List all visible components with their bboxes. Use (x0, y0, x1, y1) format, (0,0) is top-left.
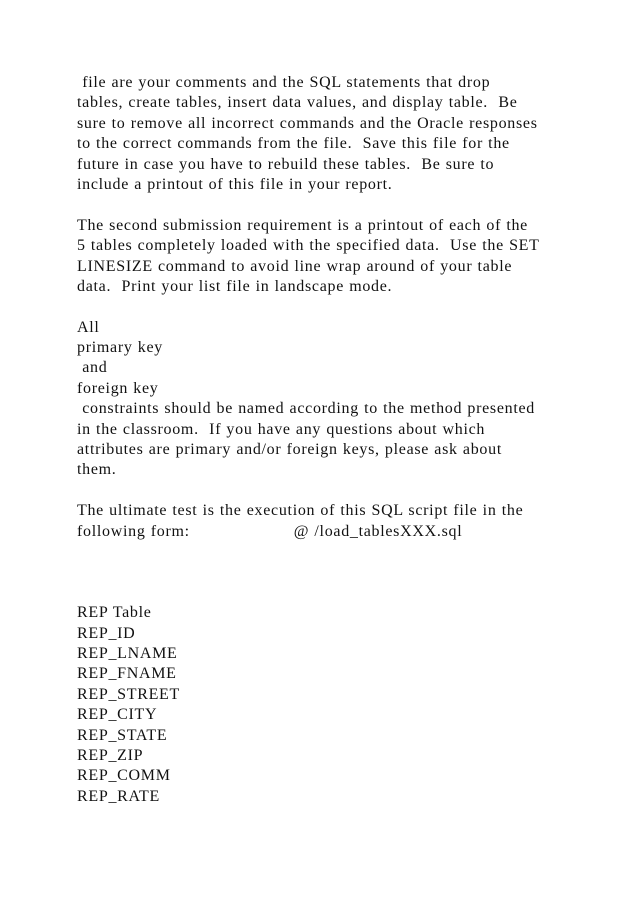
text-line: primary key (77, 339, 163, 357)
text-line: future in case you have to rebuild these tables. Be sure to (77, 155, 495, 173)
paragraph-spacer (77, 195, 617, 215)
paragraph-spacer (77, 297, 617, 317)
paragraph-spacer (77, 481, 617, 501)
rep-field: REP_ID (77, 624, 136, 642)
rep-field: REP_LNAME (77, 644, 178, 662)
rep-field: REP_RATE (77, 787, 160, 805)
paragraph-submission (77, 216, 617, 298)
rep-field: REP_CITY (77, 706, 158, 724)
text-line: constraints should be named according to the method presented (77, 400, 536, 418)
document-body (77, 73, 617, 807)
section-spacer (77, 542, 617, 603)
text-line: sure to remove all incorrect commands and the Oracle responses (77, 114, 538, 132)
text-line: include a printout of this file in your report. (77, 175, 393, 193)
text-line: data. Print your list file in landscape mode. (77, 277, 393, 295)
text-line: All (77, 318, 100, 336)
paragraph-ultimate-test (77, 501, 617, 542)
text-line: to the correct commands from the file. Save this file for the (77, 135, 510, 153)
rep-field: REP_ZIP (77, 746, 144, 764)
text-line: following form: @ /load_tablesXXX.sql (77, 522, 463, 540)
rep-table-title: REP Table (77, 604, 152, 622)
rep-field: REP_STREET (77, 685, 181, 703)
text-line: attributes are primary and/or foreign keys, please ask about (77, 441, 502, 459)
text-line: 5 tables completely loaded with the specified data. Use the SET (77, 237, 540, 255)
rep-field: REP_FNAME (77, 665, 177, 683)
text-line: file are your comments and the SQL statements that drop (77, 74, 491, 91)
text-line: LINESIZE command to avoid line wrap around of your table (77, 257, 513, 275)
rep-field: REP_STATE (77, 726, 168, 744)
rep-field: REP_COMM (77, 767, 171, 785)
text-line: in the classroom. If you have any questions about which (77, 420, 486, 438)
paragraph-constraints (77, 318, 617, 481)
text-line: foreign key (77, 379, 159, 397)
text-line: The second submission requirement is a printout of each of the (77, 216, 528, 234)
text-line: them. (77, 461, 117, 479)
text-line: and (77, 359, 108, 377)
text-line: The ultimate test is the execution of this SQL script file in the (77, 502, 524, 520)
paragraph-instructions (77, 73, 617, 195)
rep-table-definition (77, 603, 617, 807)
text-line: tables, create tables, insert data values, and display table. Be (77, 94, 518, 112)
